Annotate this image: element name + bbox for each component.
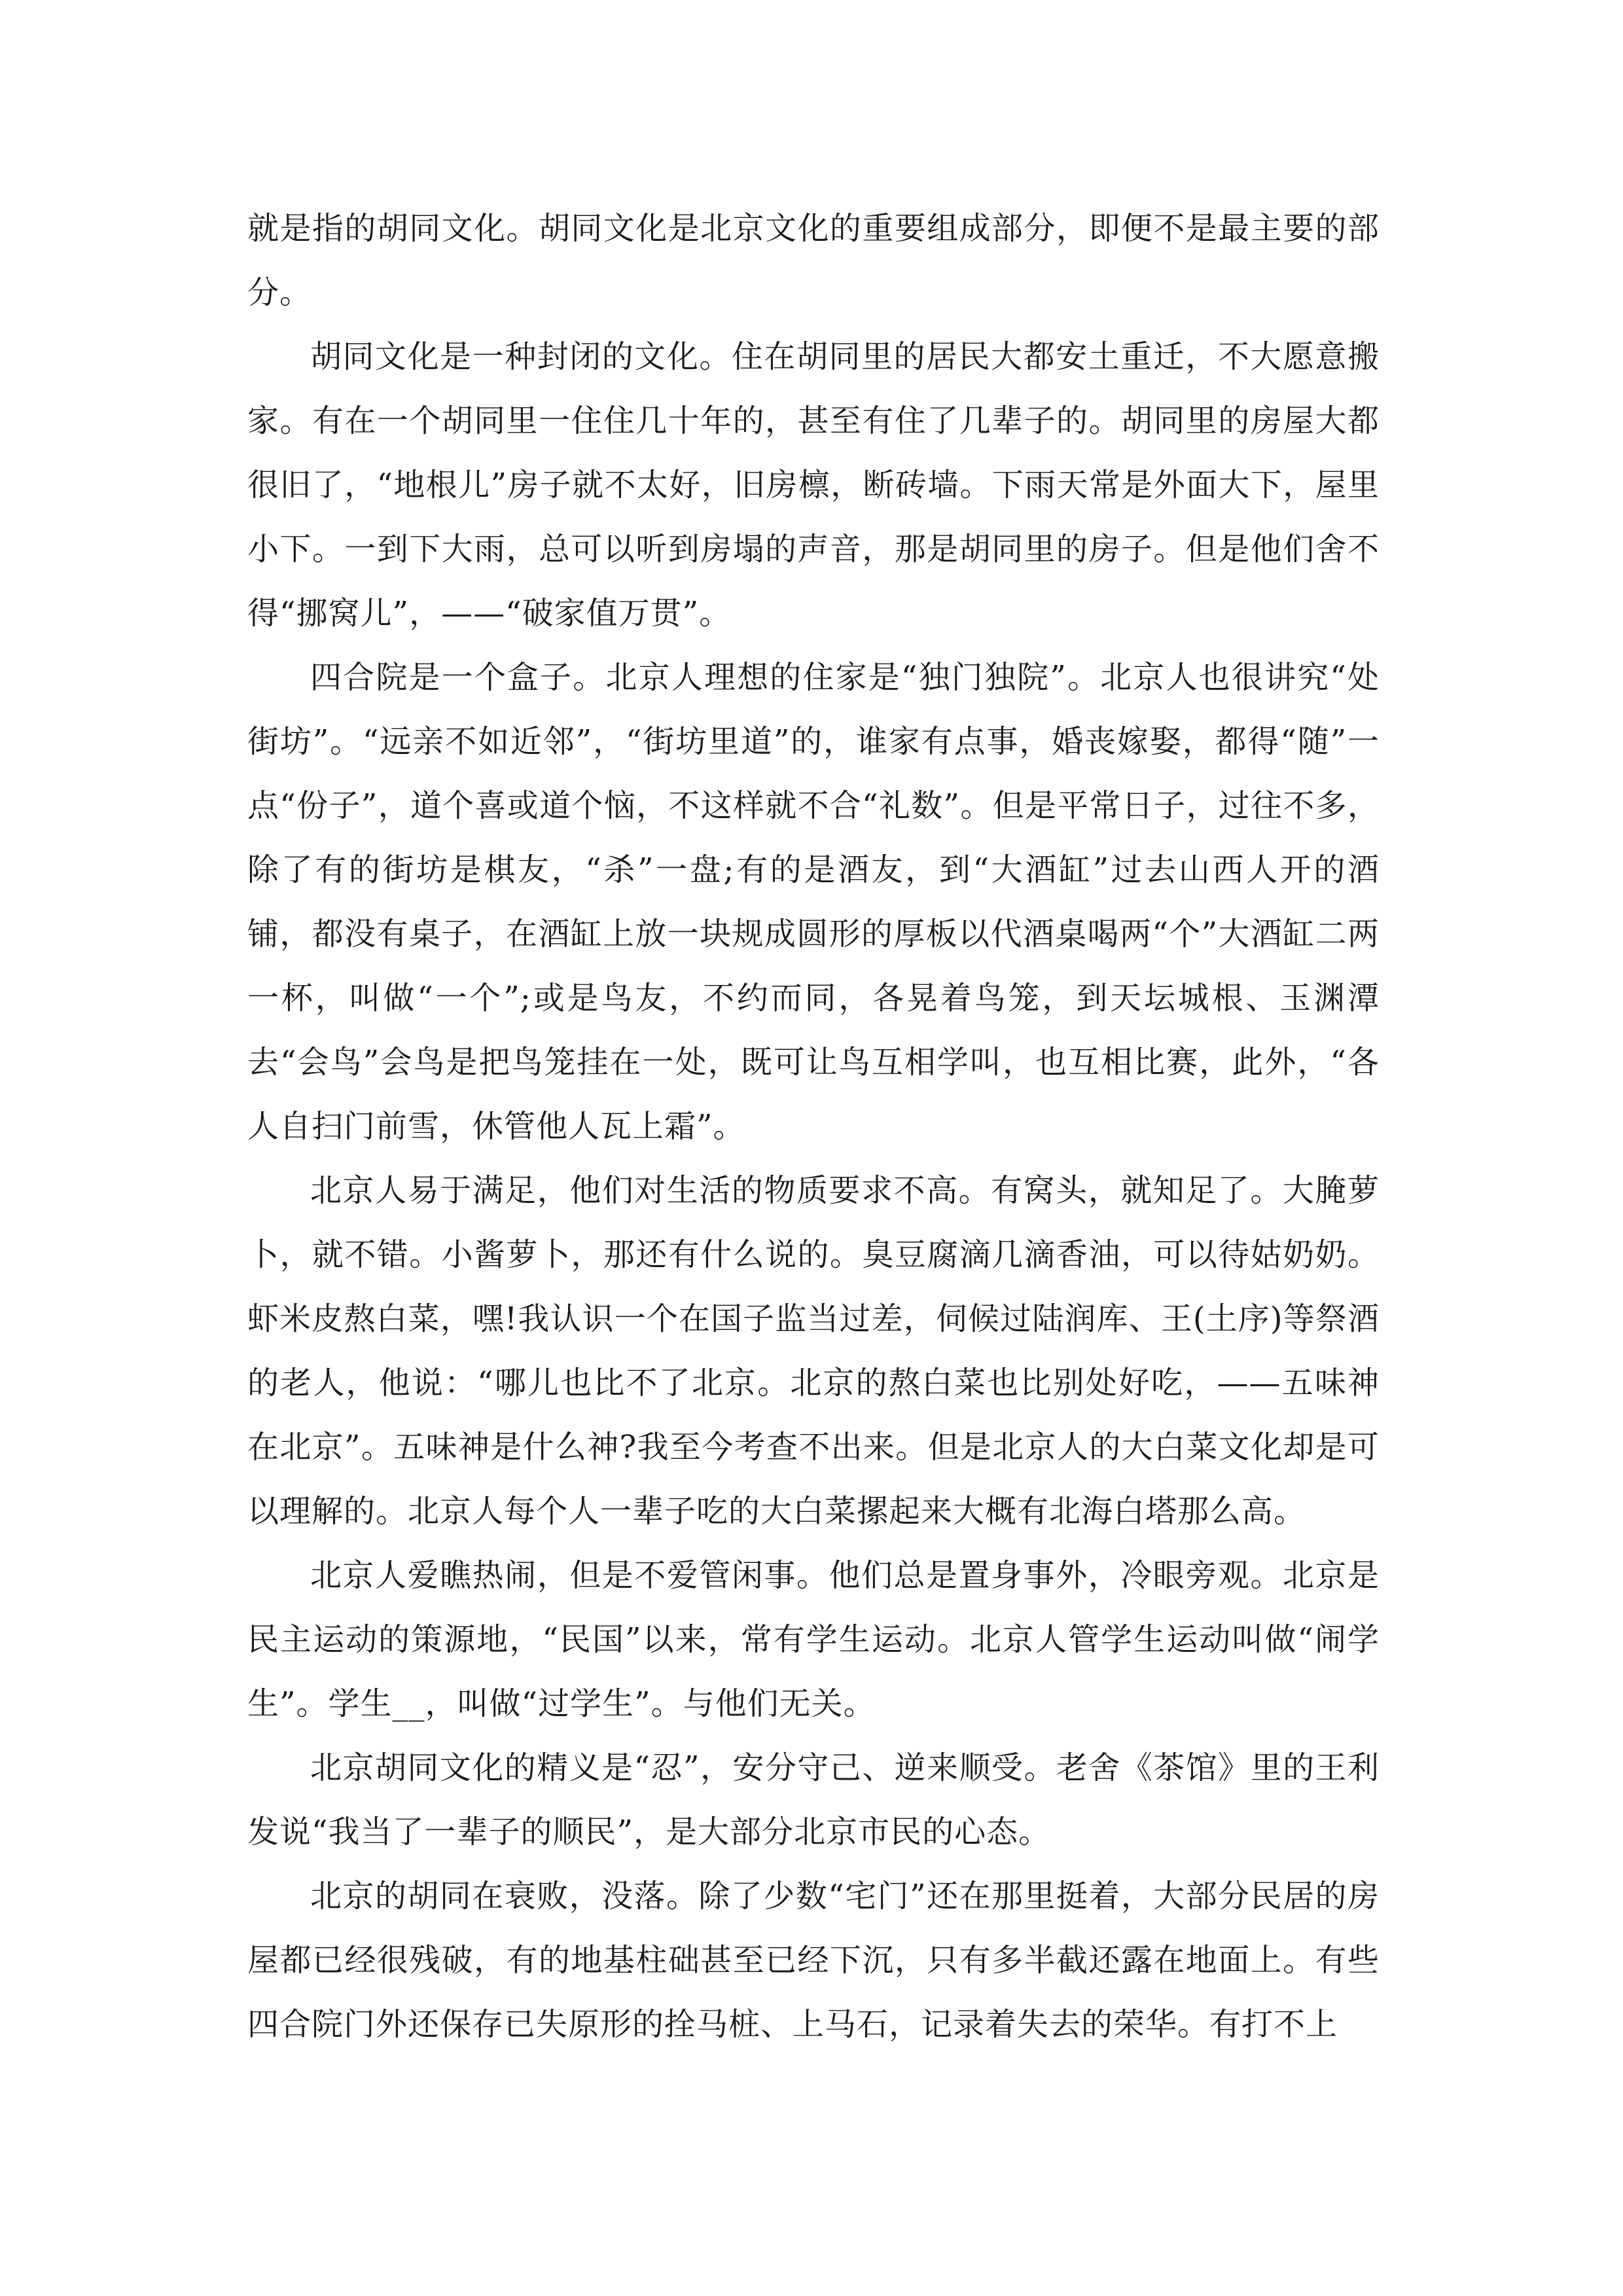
paragraph-2: 胡同文化是一种封闭的文化。住在胡同里的居民大都安土重迁，不大愿意搬家。有在一个胡同里一住住几十年的，甚至有住了几辈子的。胡同里的房屋大都很旧了，“地根儿”房子就不太好，旧房檩，断砖墙。下雨天常是外面大下，屋里小下。一到下大雨，总可以听到房塌的声音，那是胡同里的房子。但是他们舍不得“挪窝儿”，——“破家值万贯”。 [247,338,1380,632]
paragraph-4: 北京人易于满足，他们对生活的物质要求不高。有窝头，就知足了。大腌萝卜，就不错。小酱萝卜，那还有什么说的。臭豆腐滴几滴香油，可以待姑奶奶。虾米皮熬白菜，嘿!我认识一个在国子监当过差，伺候过陆润库、王(土序)等祭酒的老人，他说：“哪儿也比不了北京。北京的熬白菜也比别处好吃，——五味神在北京”。五味神是什么神?我至今考查不出来。但是北京人的大白菜文化却是可以理解的。北京人每个人一辈子吃的大白菜摞起来大概有北海白塔那么高。 [247,1172,1380,1530]
paragraph-6: 北京胡同文化的精义是“忍”，安分守己、逆来顺受。老舍《茶馆》里的王利发说“我当了一辈子的顺民”，是大部分北京市民的心态。 [247,1749,1380,1850]
paragraph-3: 四合院是一个盒子。北京人理想的住家是“独门独院”。北京人也很讲究“处街坊”。“远亲不如近邻”，“街坊里道”的，谁家有点事，婚丧嫁娶，都得“随”一点“份子”，道个喜或道个恼，不这样就不合“礼数”。但是平常日子，过往不多，除了有的街坊是棋友，“杀”一盘;有的是酒友，到“大酒缸”过去山西人开的酒铺，都没有桌子，在酒缸上放一块规成圆形的厚板以代酒桌喝两“个”大酒缸二两一杯，叫做“一个”;或是鸟友，不约而同，各晃着鸟笼，到天坛城根、玉渊潭去“会鸟”会鸟是把鸟笼挂在一处，既可让鸟互相学叫，也互相比赛，此外，“各人自扫门前雪，休管他人瓦上霜”。 [247,659,1380,1145]
paragraph-5: 北京人爱瞧热闹，但是不爱管闲事。他们总是置身事外，冷眼旁观。北京是民主运动的策源地，“民国”以来，常有学生运动。北京人管学生运动叫做“闹学生”。学生__，叫做“过学生”。与他们无关。 [247,1557,1380,1722]
document-body [247,196,1380,2056]
paragraph-1: 就是指的胡同文化。胡同文化是北京文化的重要组成部分，即便不是最主要的部分。 [247,210,1380,311]
paragraph-7: 北京的胡同在衰败，没落。除了少数“宅门”还在那里挺着，大部分民居的房屋都已经很残破，有的地基柱础甚至已经下沉，只有多半截还露在地面上。有些四合院门外还保存已失原形的拴马桩、上马石，记录着失去的荣华。有打不上 [247,1878,1380,2043]
